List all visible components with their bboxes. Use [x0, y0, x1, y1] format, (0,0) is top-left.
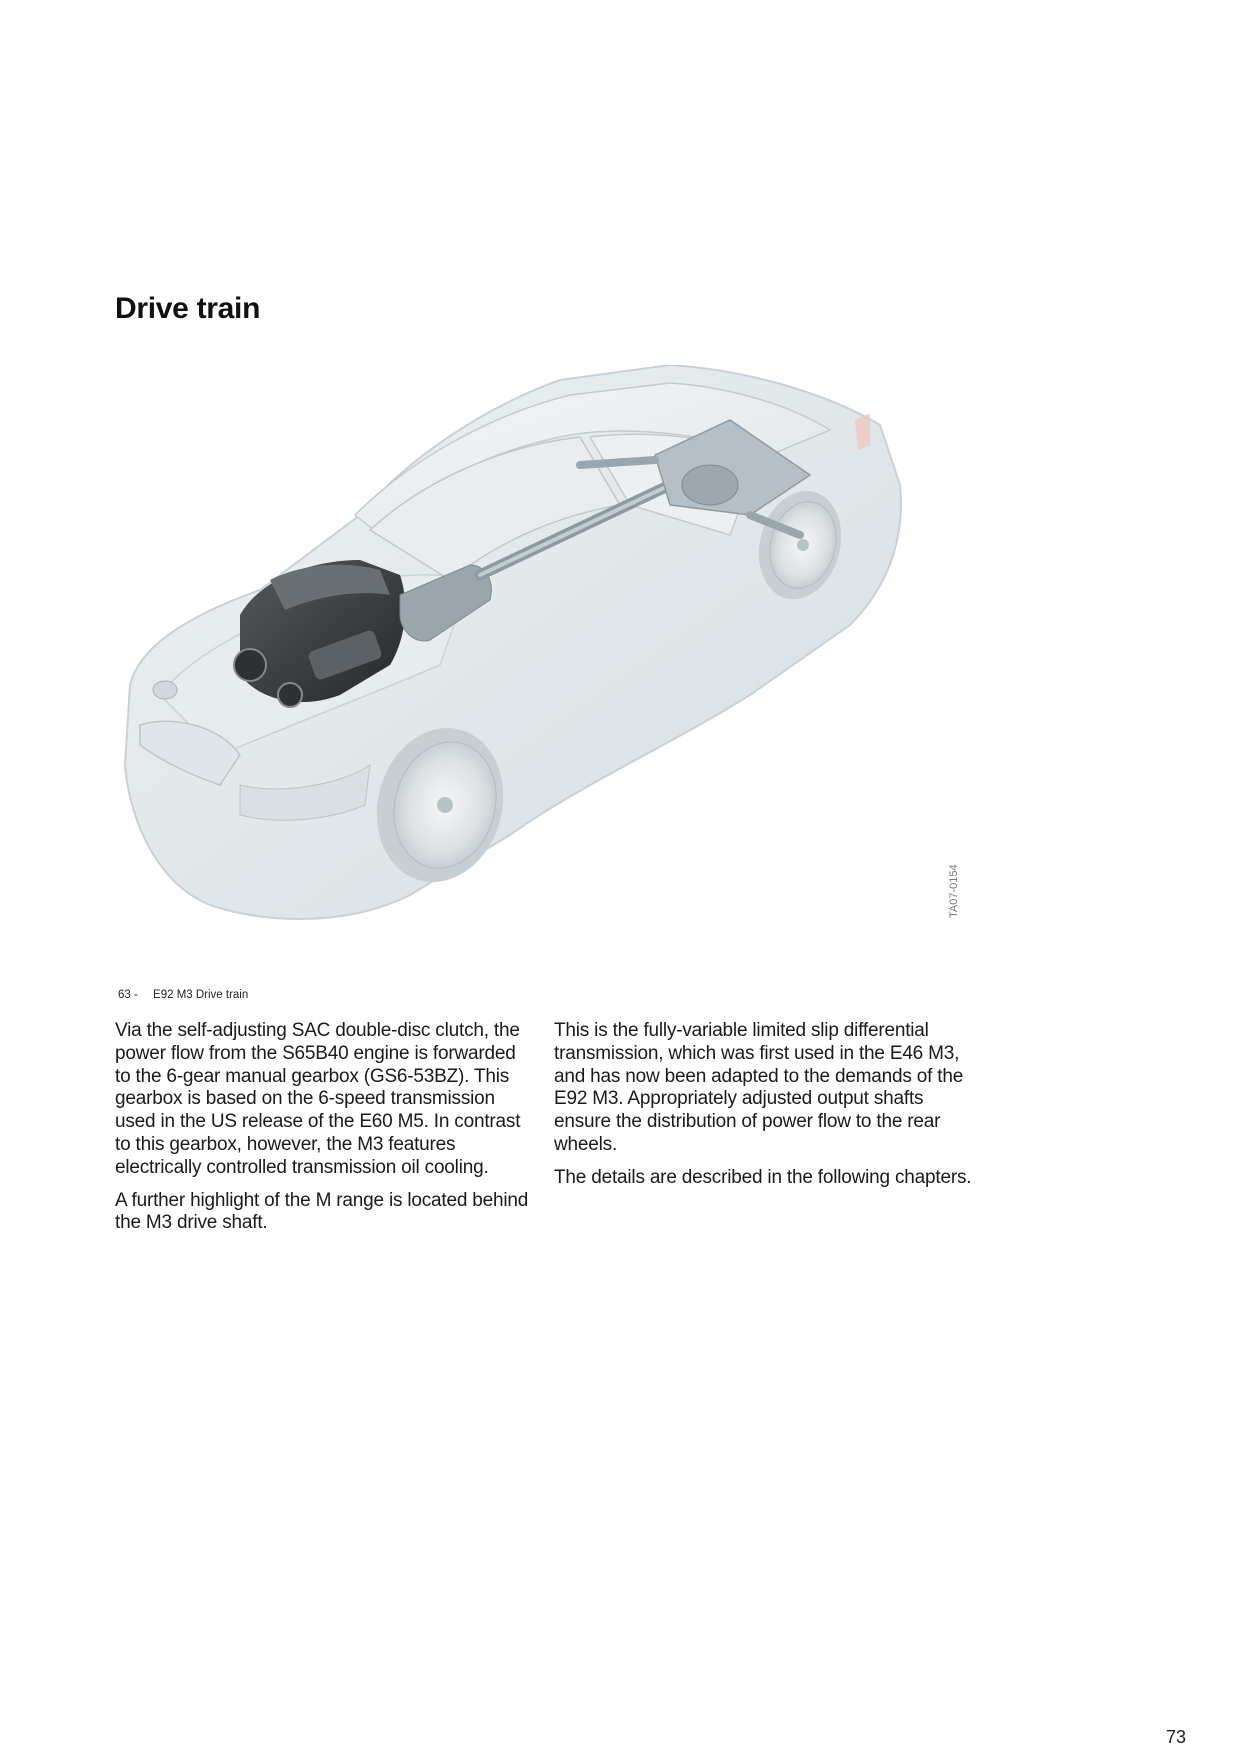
image-code: TA07-0154 [948, 864, 960, 918]
body-column-left [115, 1020, 535, 1245]
paragraph: The details are described in the following chapters. [554, 1166, 972, 1188]
drive-train-illustration [110, 365, 990, 975]
paragraph: A further highlight of the M range is located behind the M3 drive shaft. [115, 1189, 529, 1234]
badge-shape [153, 681, 177, 699]
paragraph: This is the fully-variable limited slip differential transmission, which was first used in the E46 M3, and has now been adapted to the demands of the E92 M3. Appropriately adjusted output shafts ensure the distribution of power flow to the rear wheels. [554, 1020, 964, 1155]
figure-caption [118, 989, 248, 1001]
body-column-right [554, 1020, 984, 1200]
paragraph: Via the self-adjusting SAC double-disc clutch, the power flow from the S65B40 engine is forwarded to the 6-gear manual gearbox (GS6-53BZ). This gearbox is based on the 6-speed transmission used in the US release of the E60 M5. In contrast to this gearbox, however, the M3 features electrically controlled transmission oil cooling. [115, 1020, 521, 1178]
caption-text: E92 M3 Drive train [153, 989, 249, 1001]
caption-number: 63 - [118, 989, 138, 1001]
page-title: Drive train [115, 292, 261, 325]
page-number: 73 [1166, 1727, 1187, 1747]
